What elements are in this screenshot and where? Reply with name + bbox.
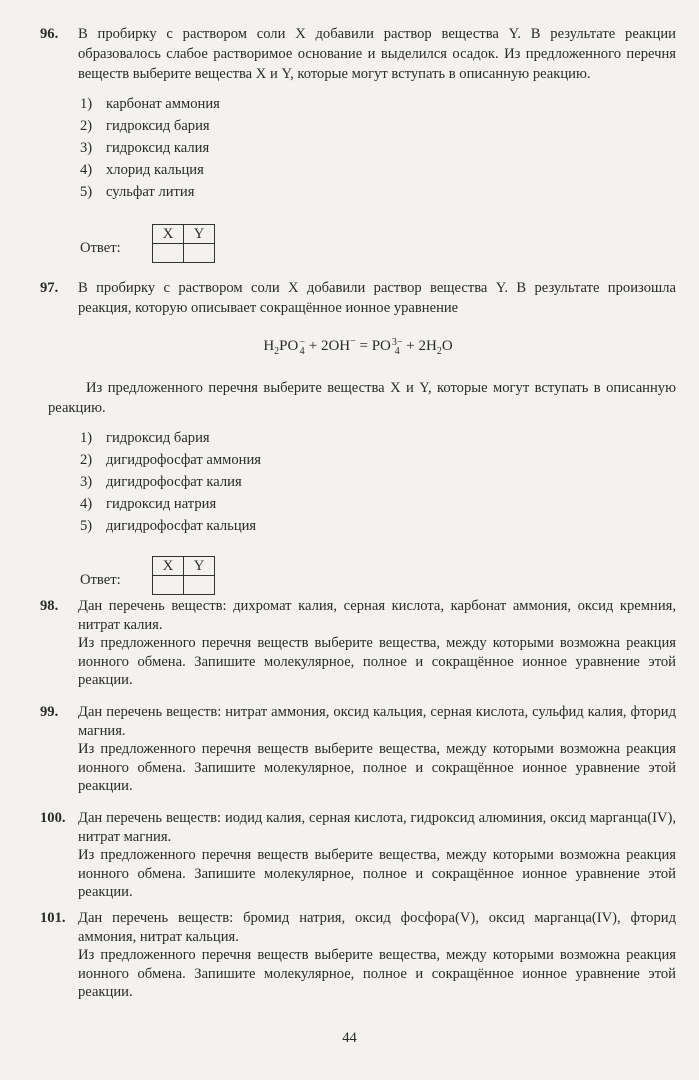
header-y: Y bbox=[184, 557, 215, 576]
option: 5) дигидрофосфат кальция bbox=[80, 518, 257, 534]
question-number: 98. bbox=[40, 598, 59, 614]
answer-block bbox=[40, 556, 676, 600]
header-x: X bbox=[153, 225, 184, 244]
question-96 bbox=[40, 24, 676, 268]
question-99 bbox=[40, 703, 676, 796]
question-instruction: Из предложенного перечня веществ выберите вещества, между которыми возможна реакция ионного обмена. Запишите молекулярное, полное и сокращённое ионное уравнение этой реакции. bbox=[78, 741, 676, 794]
page-number: 44 bbox=[342, 1030, 357, 1046]
answer-block bbox=[40, 224, 676, 268]
question-number: 101. bbox=[40, 910, 66, 926]
option: 3) дигидрофосфат калия bbox=[80, 474, 242, 490]
question-98 bbox=[40, 597, 676, 690]
option: 1) карбонат аммония bbox=[80, 96, 220, 112]
answer-cell-y[interactable] bbox=[184, 576, 215, 595]
options-list bbox=[80, 428, 676, 538]
option: 4) гидроксид натрия bbox=[80, 496, 217, 512]
question-instruction: Из предложенного перечня веществ выберите вещества, между которыми возможна реакция ионного обмена. Запишите молекулярное, полное и сокращённое ионное уравнение этой реакции. bbox=[78, 847, 676, 900]
question-100 bbox=[40, 809, 676, 902]
answer-label: Ответ: bbox=[80, 240, 121, 256]
question-instruction: Из предложенного перечня выберите вещества X и Y, которые могут вступать в описанную реакцию. bbox=[48, 380, 676, 416]
option: 2) дигидрофосфат аммония bbox=[80, 452, 261, 468]
question-text: Дан перечень веществ: иодид калия, серная кислота, гидроксид алюминия, оксид марганца(IV), нитрат магния. bbox=[78, 810, 676, 845]
question-number: 97. bbox=[40, 280, 59, 296]
question-text: В пробирку с раствором соли X добавили раствор вещества Y. В результате произошла реакция, которую описывает сокращённое ионное уравнение bbox=[78, 280, 676, 316]
option: 5) сульфат лития bbox=[80, 184, 195, 200]
question-text: В пробирку с раствором соли X добавили раствор вещества Y. В результате реакции образовалось слабое растворимое основание и выделился осадок. Из предложенного перечня веществ выберите вещества X и Y, которые могут вступать в описанную реакцию. bbox=[78, 26, 676, 82]
question-text: Дан перечень веществ: нитрат аммония, оксид кальция, серная кислота, сульфид калия, фторид магния. bbox=[78, 704, 676, 739]
ionic-equation: $H_2PO$ − 4 + 2OH− = PO 3− 4 + $2H_2O$ bbox=[263, 336, 453, 357]
options-list bbox=[80, 94, 676, 204]
answer-cell-x[interactable] bbox=[153, 576, 184, 595]
question-instruction: Из предложенного перечня веществ выберите вещества, между которыми возможна реакция ионного обмена. Запишите молекулярное, полное и сокращённое ионное уравнение этой реакции. bbox=[78, 947, 676, 1000]
answer-cell-x[interactable] bbox=[153, 244, 184, 263]
answer-table bbox=[152, 224, 215, 263]
question-instruction: Из предложенного перечня веществ выберите вещества, между которыми возможна реакция ионного обмена. Запишите молекулярное, полное и сокращённое ионное уравнение этой реакции. bbox=[78, 635, 676, 688]
question-101 bbox=[40, 909, 676, 1002]
question-number: 99. bbox=[40, 704, 59, 720]
question-number: 96. bbox=[40, 26, 59, 42]
answer-label: Ответ: bbox=[80, 572, 121, 588]
question-text: Дан перечень веществ: бромид натрия, оксид фосфора(V), оксид марганца(IV), фторид аммония, нитрат кальция. bbox=[78, 910, 676, 945]
answer-cell-y[interactable] bbox=[184, 244, 215, 263]
question-text: Дан перечень веществ: дихромат калия, серная кислота, карбонат аммония, оксид кремния, нитрат калия. bbox=[78, 598, 676, 633]
option: 4) хлорид кальция bbox=[80, 162, 204, 178]
option: 2) гидроксид бария bbox=[80, 118, 210, 134]
option: 3) гидроксид калия bbox=[80, 140, 210, 156]
question-97 bbox=[40, 278, 676, 600]
header-x: X bbox=[153, 557, 184, 576]
question-number: 100. bbox=[40, 810, 66, 826]
header-y: Y bbox=[184, 225, 215, 244]
answer-table bbox=[152, 556, 215, 595]
option: 1) гидроксид бария bbox=[80, 430, 210, 446]
